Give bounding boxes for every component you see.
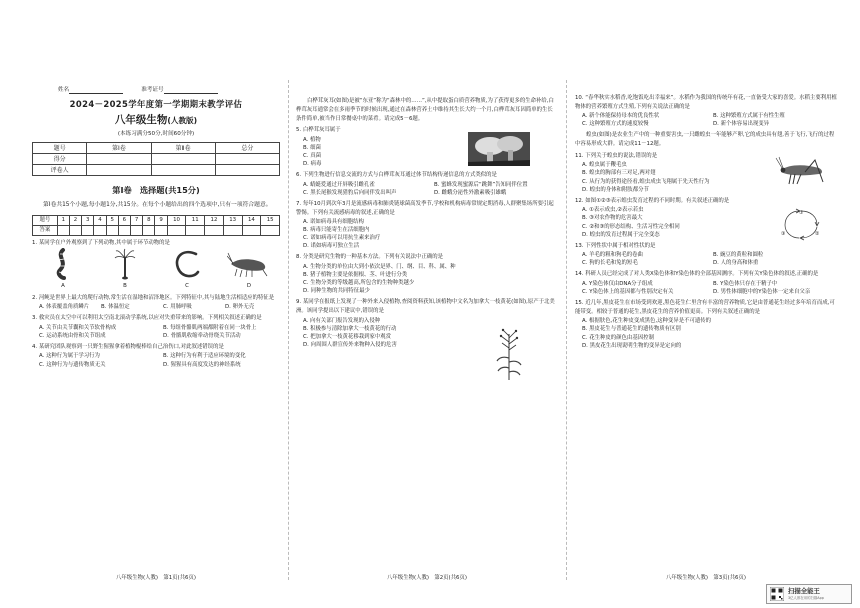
score-table <box>32 142 280 176</box>
option: B. 黑皮花生与普通花生的遗传物质有区别 <box>582 326 681 333</box>
name-underline <box>69 88 123 94</box>
answer-number: 4 <box>94 216 106 226</box>
option: B. 这种行为有利于适应环境的变化 <box>163 353 246 360</box>
option: A. 根据肤色,花生种皮变成黑色,这种变异是不可遗传的 <box>582 318 712 325</box>
answer-number: 5 <box>106 216 118 226</box>
option: B. 积极参与清除加拿大一枝黄花的行动 <box>303 325 397 332</box>
mushroom-photo-icon <box>468 132 530 166</box>
goldenrod-plant-icon <box>494 328 524 380</box>
option: B. 病毒只能寄生在活细胞内 <box>303 227 370 234</box>
q1-figures <box>32 251 280 291</box>
option: C. 生物分类的等级越高,所包含的生物种类越少 <box>303 280 415 287</box>
part1-title: 第Ⅰ卷 选择题(共15分) <box>112 185 200 196</box>
answer-number: 11 <box>186 216 205 226</box>
option: C. 这种行为与遗传物质无关 <box>39 361 106 368</box>
roundworm-icon <box>172 248 202 280</box>
answer-cell[interactable] <box>261 226 280 236</box>
question-1: 1. 某同学在户外观察到了下列动物,其中属于环节动物的是 A B C D <box>32 239 280 291</box>
option: D. 人的身高和体重 <box>713 260 759 267</box>
option: C. 这种繁殖方式的速度较慢 <box>582 121 649 128</box>
answer-cell[interactable] <box>143 226 155 236</box>
figure-label: D <box>246 283 252 290</box>
question-5: 5. 白桦茸灰耳属于 A. 植物 B. 细菌 C. 真菌 D. 病毒 <box>296 126 558 168</box>
answer-number: 8 <box>143 216 155 226</box>
question-12: ① ② ③ 12. 如图①②③表示蝗虫发育过程的不同时期。有关叙述正确的是 A. ①表示成虫,②表示若虫 B. ③对农作物的危害最大 C. ②和③的形态结构、生活习性完全相同 D. 蝗虫的发育过程属于完全变态 <box>575 197 837 239</box>
cycle-label: ① <box>799 209 804 216</box>
option: B. ③对农作物的危害最大 <box>582 215 643 222</box>
cycle-label: ② <box>815 230 820 237</box>
reading-intro: 蝗虫(如图)是农业生产中的一种重要害虫,一只雌蝗虫一年能够产卵,它的成虫具有翅,善于飞行,飞行的过程中容易形成大群。请完成11－12题。 <box>575 132 835 148</box>
option: A. Y染色体仅由DNA分子组成 <box>582 281 653 287</box>
option: C. 花生种皮的颜色由基因控制 <box>582 334 654 341</box>
exam-number-label: 准考证号 <box>141 87 164 93</box>
option: B. 猪子植物主要是依据根、茎、叶进行分类 <box>303 272 408 279</box>
badge-subtitle: 3亿人都在用的扫描App <box>788 596 824 601</box>
score-header: 题号 <box>33 143 87 154</box>
answer-number: 7 <box>131 216 143 226</box>
subject-title: 八年级生物(人教版) <box>114 114 198 126</box>
question-4: 4. 某研究团队观察到一只野生猩猩拿着植物棍棒给自己治伤口,对此叙述错误的是 A. 这种行为属于学习行为 B. 这种行为有利于适应环境的变化 C. 这种行为与遗传物质无关 D. 猩猩具有高度发达的神经系统 <box>32 343 280 369</box>
score-row-label: 评卷人 <box>33 165 87 176</box>
question-7: 7. 每年10月到次年3月是流感病毒和肺炎链球菌高发季节,学校和机构病毒常规定期消毒,人群聚集场所要引起警惕。下列有关流感病毒的叙述,正确的是 A. 诺如病毒具有细胞结构 B. 病毒只能寄生在活细胞内 C. 诺如病毒可以用抗生素来治疗 D. 诺如病毒可独立生活 <box>296 200 558 251</box>
option: A. 诺如病毒具有细胞结构 <box>303 219 364 226</box>
option: B. 每组骨骼肌两端都附着在同一块骨上 <box>163 324 257 331</box>
answer-table <box>32 215 280 236</box>
reading-intro: 白桦茸灰耳(如图)是被“东亚”称为“森林中的……”,从中提取蛋白质营养物质,为了获得更多的生命补给,白桦茸灰耳通常会在多雨季节的时候出现,通过在森林营养土中维持其生长大约一个月,白桦茸灰耳因简单的生长条件简单,被当作日常餐桌中的菜肴。请完成5－6题。 <box>296 98 554 122</box>
option: C. 狗的长毛和兔的短毛 <box>582 260 638 267</box>
option: D. 男性体细胞中的Y染色体一定来自父亲 <box>713 289 811 296</box>
answer-cell[interactable] <box>69 226 81 236</box>
option: B. 豌豆的黄粒和圆粒 <box>713 252 764 259</box>
question-6: 6. 下列生物进行信息交流的方式与白桦茸灰耳通过体节结构传递信息的方式类似的是 A. 蜻蜓爱通过开屏吸引雌孔雀 B. 蜜蜂发现蜜源后“跳舞”告知同伴位置 C. 黑长尾猴发现猎豹后向同伴发出叫声 D. 雌蛾分泌性外激素吸引雄蛾 <box>296 171 558 197</box>
answer-number: 9 <box>155 216 167 226</box>
question-2: 2. 河鲀是世界上最大的爬行动物,常生活在湿地和沼泽地区。下列特征中,其与陆地生活相适应的特征是 A. 体表覆盖角质鳞片 B. 体温恒定 C. 用肺呼吸 D. 卵外无壳 <box>32 294 280 312</box>
answer-cell[interactable] <box>223 226 242 236</box>
page-2 <box>296 0 558 608</box>
answer-cell[interactable] <box>242 226 261 236</box>
name-label: 姓名 <box>58 87 70 93</box>
option: C. 黑长尾猴发现猎豹后向同伴发出叫声 <box>303 189 397 196</box>
answer-cell[interactable] <box>155 226 167 236</box>
page-footer: 八年级生物(人教) 第2页(共6页) <box>387 574 467 581</box>
option: A. 植物 <box>303 136 321 143</box>
question-13: 13. 下列性状中属于相对性状的是 A. 羊毛的粗和狗毛的卷曲 B. 豌豆的黄粒和圆粒 C. 狗的长毛和兔的短毛 D. 人的身高和体重 <box>575 242 837 268</box>
option: C. 运动系统由骨和关节组成 <box>39 332 106 339</box>
answer-cell[interactable] <box>94 226 106 236</box>
option: C. 真菌 <box>303 153 321 159</box>
option: C. 从行为的获得途径看,蝗虫成虫飞翔属于先天性行为 <box>582 178 710 185</box>
answer-cell[interactable] <box>118 226 130 236</box>
answer-number: 3 <box>82 216 94 226</box>
score-header: 总分 <box>215 143 279 154</box>
option: A. 体表覆盖角质鳞片 <box>39 304 90 311</box>
answer-number: 12 <box>205 216 224 226</box>
option: D. 黑皮花生出现说明生物的变异是定向的 <box>582 342 682 349</box>
option: C. 把加拿大一枝黄花移栽到家中观赏 <box>303 333 392 340</box>
answer-cell[interactable] <box>131 226 143 236</box>
grasshopper-icon <box>775 156 827 186</box>
option: D. 同种生物的共同特征最少 <box>303 288 370 295</box>
score-header: 第Ⅱ卷 <box>151 143 215 154</box>
option: A. 新个体能保持母本的优良性状 <box>582 113 660 120</box>
answer-number: 14 <box>242 216 261 226</box>
answer-number: 15 <box>261 216 280 226</box>
question-14: 14. 科研人员已经完成了对人类X染色体和Y染色体的全部基因测序。下列有关Y染色体的叙述,正确的是 A. Y染色体仅由DNA分子组成 B. Y染色体只存在于精子中 C. Y染色体上的基因都与性别决定有关 D. 男性体细胞中的Y染色体一定来自父亲 <box>575 270 837 296</box>
instructions: 第Ⅰ卷共15个小题,每小题1分,共15分。在每个小题给出的四个选项中,只有一项符合题意。 <box>43 202 272 209</box>
answer-cell[interactable] <box>186 226 205 236</box>
option: B. 蜜蜂发现蜜源后“跳舞”告知同伴位置 <box>434 181 528 188</box>
answer-number: 10 <box>167 216 186 226</box>
option: A. ①表示成虫,②表示若虫 <box>582 207 644 214</box>
answer-number: 2 <box>69 216 81 226</box>
option: C. Y染色体上的基因都与性别决定有关 <box>582 289 674 296</box>
answer-cell[interactable] <box>106 226 118 236</box>
answer-cell[interactable] <box>167 226 186 236</box>
shrimp-icon <box>227 248 271 280</box>
option: D. 蝗虫的发育过程属于完全变态 <box>582 231 660 238</box>
question-3: 3. 救灾员在太空中可以利用太空南北滚动学系统,以应对失重带来的影响。下列相关叙述正确的是 A. 关节由关节囊和关节软骨构成 B. 每组骨骼肌两端都附着在同一块骨上 C. 运动系统由骨和关节组成 D. 骨骼肌收缩牵动骨绕关节活动 <box>32 314 280 340</box>
page-footer: 八年级生物(人教) 第3页(共6页) <box>666 574 746 581</box>
life-cycle-diagram <box>781 207 821 241</box>
question-11: 11. 下列关于蝗虫的说法,错误的是 A. 蝗虫属于鞭毛虫 B. 蝗虫的胸部有三对足,两对翅 C. 从行为的获得途径看,蝗虫成虫飞翔属于先天性行为 D. 蝗虫的身体和附肢都分节 <box>575 152 837 194</box>
option: D. 向周围人群宣传外来物种入侵的危害 <box>303 341 397 348</box>
figure-label: A <box>61 283 65 290</box>
option: D. 骨骼肌收缩牵动骨绕关节活动 <box>163 332 241 339</box>
answer-number: 13 <box>223 216 242 226</box>
option: B. 体温恒定 <box>101 304 130 311</box>
answer-number: 6 <box>118 216 130 226</box>
earthworm-icon <box>50 248 76 280</box>
scanner-app-badge <box>766 584 852 604</box>
column-divider <box>566 80 567 580</box>
option: B. 细菌 <box>303 144 321 151</box>
question-15: 15. 近几年,黑皮花生在市场受到欢迎,黑色花生仁里含有丰富的营养物质,它是由普通花生经过多年培育而成,可能带变。相较于普通的花生,黑皮花生的营养价值更高。下列有关叙述正确的是 A. 根据肤色,花生种皮变成黑色,这种变异是不可遗传的 B. 黑皮花生与普通花生的遗传物质有区别 C. 花生种皮的颜色由基因控制 D. 黑皮花生出现说明生物的变异是定向的 <box>575 299 837 350</box>
option: C. ②和③的形态结构、生活习性完全相同 <box>582 223 680 230</box>
option: D. 蝗虫的身体和附肢都分节 <box>582 186 649 193</box>
hydra-icon <box>112 248 138 280</box>
question-8: 8. 分类是研究生物的一种基本方法。下列有关说法中正确的是 A. 生物分类的单位由大到小依次是界、门、纲、目、科、属、种 B. 猪子植物主要是依据根、茎、叶进行分类 C. 生物分类的等级越高,所包含的生物种类越少 D. 同种生物的共同特征最少 <box>296 253 558 295</box>
option: A. 蝗虫属于鞭毛虫 <box>582 162 627 169</box>
exam-info: (本练习满分50分,时间60分钟) <box>117 130 195 137</box>
page-footer: 八年级生物(人教) 第1页(共6页) <box>116 574 196 581</box>
figure-label: C <box>185 283 189 290</box>
option: A. 这种行为属于学习行为 <box>39 353 100 360</box>
option: D. 病毒 <box>303 161 322 168</box>
figure-label: B <box>123 283 127 290</box>
exam-number-underline <box>164 88 218 94</box>
exam-title: 2024－2025学年度第一学期期末教学评估 <box>69 99 243 110</box>
option: B. 这种繁殖方式属于有性生殖 <box>713 113 785 120</box>
option: C. 诺如病毒可以用抗生素来治疗 <box>303 235 381 242</box>
answer-number: 1 <box>57 216 69 226</box>
option: A. 向有关部门报告发现的入侵种 <box>303 317 381 324</box>
score-header: 第Ⅰ卷 <box>87 143 151 154</box>
cycle-label: ③ <box>781 230 786 237</box>
option: D. 新个体容易出现变异 <box>713 121 770 128</box>
option: A. 关节由关节囊和关节软骨构成 <box>39 324 117 331</box>
page-1 <box>32 0 280 608</box>
option: D. 雌蛾分泌性外激素吸引雄蛾 <box>434 189 507 196</box>
option: A. 蜻蜓爱通过开屏吸引雌孔雀 <box>303 181 375 188</box>
question-9: 9. 某同学在报纸上发现了一种外来入侵植物,查阅资料获知,该植物中文名为加拿大一枝黄花(如图),原产于北美洲。该同学提出以下建议中,错误的是 A. 向有关部门报告发现的入侵种 B. 积极参与清除加拿大一枝黄花的行动 C. 把加拿大一枝黄花移栽到家中观赏 D. 向周围人群宣传外来物种入侵的危害 <box>296 298 558 349</box>
score-row-label: 得分 <box>33 154 87 165</box>
header-line <box>32 86 280 94</box>
page-3 <box>575 0 837 608</box>
option: D. 诺如病毒可独立生活 <box>303 243 360 250</box>
option: C. 用肺呼吸 <box>163 304 192 311</box>
option: A. 羊毛的粗和狗毛的卷曲 <box>582 252 643 259</box>
answer-row-label: 题号 <box>33 216 58 226</box>
answer-cell[interactable] <box>82 226 94 236</box>
column-divider <box>288 80 289 580</box>
answer-cell[interactable] <box>57 226 69 236</box>
option: B. 蝗虫的胸部有三对足,两对翅 <box>582 170 656 177</box>
question-10: 10. “春华秋实水稻香,吃饱饭吃出幸福来”。水稻作为我国的传统年有花,一直备受大家的喜爱。水稻主要利用植物体的营养繁殖方式生殖,下列有关说法正确的是 A. 新个体能保持母本的优良性状 B. 这种繁殖方式属于有性生殖 C. 这种繁殖方式的速度较慢 D. 新个体容易出现变异 <box>575 95 837 128</box>
option: A. 生物分类的单位由大到小依次是界、门、纲、目、科、属、种 <box>303 264 456 270</box>
badge-title: 扫描全能王 <box>788 586 820 595</box>
option: B. Y染色体只存在于精子中 <box>713 281 778 287</box>
answer-label: 答案 <box>33 226 58 236</box>
option: D. 猩猩具有高度发达的神经系统 <box>163 361 241 368</box>
qr-code-icon <box>770 587 784 601</box>
answer-cell[interactable] <box>205 226 224 236</box>
option: D. 卵外无壳 <box>225 304 255 311</box>
